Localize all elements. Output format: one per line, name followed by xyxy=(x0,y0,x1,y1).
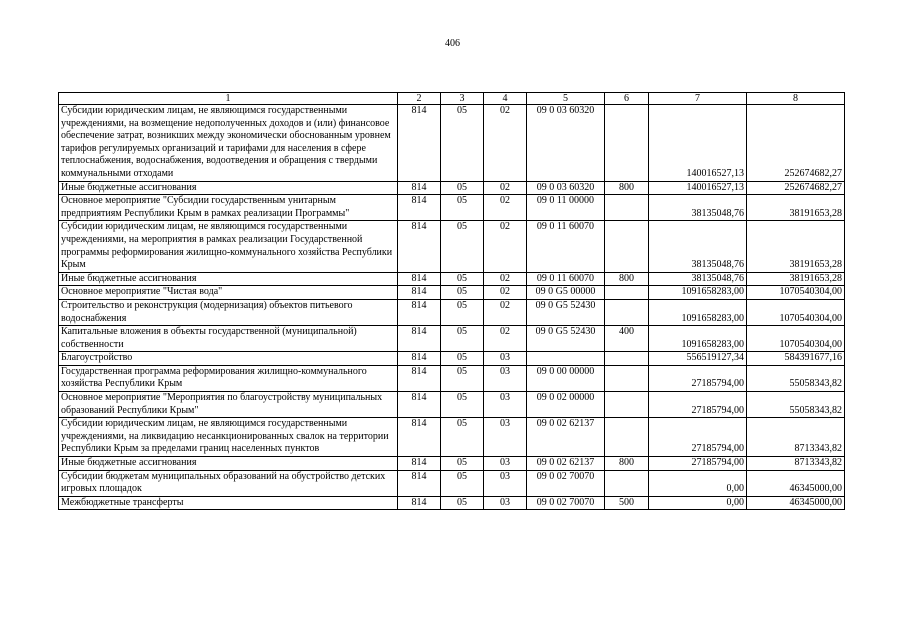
header-cell: 2 xyxy=(398,93,441,105)
table-row xyxy=(59,496,845,510)
table-row xyxy=(59,457,845,471)
target-article-cell: 09 0 02 70070 xyxy=(527,496,605,510)
target-article-cell: 09 0 00 00000 xyxy=(527,365,605,391)
amount-col8-cell: 252674682,27 xyxy=(747,181,845,195)
header-cell: 7 xyxy=(649,93,747,105)
amount-col8-cell: 55058343,82 xyxy=(747,365,845,391)
subsection-cell: 03 xyxy=(484,352,527,366)
code-cell: 814 xyxy=(398,418,441,457)
code-cell: 814 xyxy=(398,326,441,352)
row-name-cell: Субсидии юридическим лицам, не являющимся государственными учреждениями, на мероприятия в рамках реализации Государственной программы реформирования жилищно-коммунального хозяйства Республики Крым xyxy=(59,221,398,272)
target-article-cell: 09 0 11 60070 xyxy=(527,272,605,286)
amount-col8-cell: 8713343,82 xyxy=(747,457,845,471)
expense-type-cell xyxy=(605,418,649,457)
amount-col8-cell: 46345000,00 xyxy=(747,470,845,496)
code-cell: 814 xyxy=(398,470,441,496)
row-name-cell: Субсидии бюджетам муниципальных образований на обустройство детских игровых площадок xyxy=(59,470,398,496)
row-name-cell: Субсидии юридическим лицам, не являющимся государственными учреждениями, на возмещение недополученных доходов и (или) финансовое обеспечение затрат, возникших между экономически обоснованным уровнем тарифов регулируемых организаций и тарифами для населения в сфере теплоснабжения, водоснабжения, водоотведения и обращения с твердыми коммунальными отходами xyxy=(59,105,398,182)
page-number: 406 xyxy=(445,38,460,49)
section-cell: 05 xyxy=(441,272,484,286)
header-cell: 5 xyxy=(527,93,605,105)
target-article-cell: 09 0 02 70070 xyxy=(527,470,605,496)
header-cell: 6 xyxy=(605,93,649,105)
section-cell: 05 xyxy=(441,105,484,182)
table-row xyxy=(59,392,845,418)
row-name-cell: Иные бюджетные ассигнования xyxy=(59,181,398,195)
amount-col8-cell: 1070540304,00 xyxy=(747,286,845,300)
expense-type-cell xyxy=(605,286,649,300)
target-article-cell: 09 0 11 60070 xyxy=(527,221,605,272)
target-article-cell xyxy=(527,352,605,366)
code-cell: 814 xyxy=(398,457,441,471)
expense-type-cell: 500 xyxy=(605,496,649,510)
section-cell: 05 xyxy=(441,418,484,457)
target-article-cell: 09 0 G5 52430 xyxy=(527,299,605,325)
section-cell: 05 xyxy=(441,496,484,510)
code-cell: 814 xyxy=(398,352,441,366)
amount-col7-cell: 38135048,76 xyxy=(649,272,747,286)
amount-col7-cell: 0,00 xyxy=(649,470,747,496)
section-cell: 05 xyxy=(441,470,484,496)
amount-col7-cell: 140016527,13 xyxy=(649,105,747,182)
table-row xyxy=(59,195,845,221)
target-article-cell: 09 0 02 62137 xyxy=(527,418,605,457)
table-header-row xyxy=(59,93,845,105)
budget-table xyxy=(58,92,845,510)
amount-col7-cell: 556519127,34 xyxy=(649,352,747,366)
target-article-cell: 09 0 03 60320 xyxy=(527,181,605,195)
code-cell: 814 xyxy=(398,392,441,418)
subsection-cell: 02 xyxy=(484,299,527,325)
section-cell: 05 xyxy=(441,299,484,325)
subsection-cell: 02 xyxy=(484,221,527,272)
code-cell: 814 xyxy=(398,181,441,195)
amount-col8-cell: 38191653,28 xyxy=(747,221,845,272)
section-cell: 05 xyxy=(441,352,484,366)
section-cell: 05 xyxy=(441,286,484,300)
table-row xyxy=(59,221,845,272)
subsection-cell: 02 xyxy=(484,105,527,182)
table-row xyxy=(59,418,845,457)
target-article-cell: 09 0 G5 52430 xyxy=(527,326,605,352)
row-name-cell: Капитальные вложения в объекты государственной (муниципальной) собственности xyxy=(59,326,398,352)
expense-type-cell xyxy=(605,365,649,391)
section-cell: 05 xyxy=(441,181,484,195)
expense-type-cell xyxy=(605,470,649,496)
section-cell: 05 xyxy=(441,392,484,418)
amount-col8-cell: 46345000,00 xyxy=(747,496,845,510)
section-cell: 05 xyxy=(441,221,484,272)
amount-col7-cell: 27185794,00 xyxy=(649,365,747,391)
amount-col7-cell: 38135048,76 xyxy=(649,195,747,221)
code-cell: 814 xyxy=(398,272,441,286)
row-name-cell: Строительство и реконструкция (модернизация) объектов питьевого водоснабжения xyxy=(59,299,398,325)
table-row xyxy=(59,272,845,286)
subsection-cell: 03 xyxy=(484,418,527,457)
header-cell: 1 xyxy=(59,93,398,105)
amount-col8-cell: 55058343,82 xyxy=(747,392,845,418)
expense-type-cell xyxy=(605,221,649,272)
subsection-cell: 03 xyxy=(484,392,527,418)
expense-type-cell: 800 xyxy=(605,272,649,286)
row-name-cell: Основное мероприятие "Мероприятия по благоустройству муниципальных образований Республики Крым" xyxy=(59,392,398,418)
code-cell: 814 xyxy=(398,286,441,300)
expense-type-cell: 800 xyxy=(605,457,649,471)
expense-type-cell xyxy=(605,105,649,182)
expense-type-cell: 800 xyxy=(605,181,649,195)
target-article-cell: 09 0 02 62137 xyxy=(527,457,605,471)
subsection-cell: 03 xyxy=(484,365,527,391)
code-cell: 814 xyxy=(398,221,441,272)
table-row xyxy=(59,470,845,496)
amount-col7-cell: 0,00 xyxy=(649,496,747,510)
amount-col7-cell: 27185794,00 xyxy=(649,457,747,471)
amount-col7-cell: 27185794,00 xyxy=(649,418,747,457)
header-cell: 8 xyxy=(747,93,845,105)
amount-col7-cell: 1091658283,00 xyxy=(649,326,747,352)
table-row xyxy=(59,326,845,352)
amount-col8-cell: 252674682,27 xyxy=(747,105,845,182)
amount-col7-cell: 1091658283,00 xyxy=(649,299,747,325)
subsection-cell: 02 xyxy=(484,286,527,300)
subsection-cell: 02 xyxy=(484,326,527,352)
amount-col7-cell: 27185794,00 xyxy=(649,392,747,418)
row-name-cell: Основное мероприятие "Субсидии государственным унитарным предприятиям Республики Крым в рамках реализации Программы" xyxy=(59,195,398,221)
subsection-cell: 03 xyxy=(484,496,527,510)
row-name-cell: Субсидии юридическим лицам, не являющимся государственными учреждениями, на ликвидацию несанкционированных свалок на территории Республики Крым за пределами границ населенных пунктов xyxy=(59,418,398,457)
amount-col8-cell: 1070540304,00 xyxy=(747,326,845,352)
table-row xyxy=(59,181,845,195)
target-article-cell: 09 0 03 60320 xyxy=(527,105,605,182)
subsection-cell: 02 xyxy=(484,195,527,221)
header-cell: 3 xyxy=(441,93,484,105)
row-name-cell: Благоустройство xyxy=(59,352,398,366)
amount-col8-cell: 584391677,16 xyxy=(747,352,845,366)
amount-col7-cell: 38135048,76 xyxy=(649,221,747,272)
table-row xyxy=(59,105,845,182)
target-article-cell: 09 0 G5 00000 xyxy=(527,286,605,300)
amount-col8-cell: 8713343,82 xyxy=(747,418,845,457)
table-row xyxy=(59,299,845,325)
expense-type-cell xyxy=(605,392,649,418)
table-row xyxy=(59,286,845,300)
subsection-cell: 03 xyxy=(484,457,527,471)
section-cell: 05 xyxy=(441,365,484,391)
amount-col7-cell: 140016527,13 xyxy=(649,181,747,195)
expense-type-cell xyxy=(605,352,649,366)
amount-col7-cell: 1091658283,00 xyxy=(649,286,747,300)
code-cell: 814 xyxy=(398,299,441,325)
code-cell: 814 xyxy=(398,365,441,391)
row-name-cell: Иные бюджетные ассигнования xyxy=(59,457,398,471)
code-cell: 814 xyxy=(398,195,441,221)
row-name-cell: Государственная программа реформирования жилищно-коммунального хозяйства Республики Крым xyxy=(59,365,398,391)
target-article-cell: 09 0 11 00000 xyxy=(527,195,605,221)
target-article-cell: 09 0 02 00000 xyxy=(527,392,605,418)
header-cell: 4 xyxy=(484,93,527,105)
code-cell: 814 xyxy=(398,496,441,510)
expense-type-cell xyxy=(605,299,649,325)
section-cell: 05 xyxy=(441,457,484,471)
section-cell: 05 xyxy=(441,326,484,352)
expense-type-cell xyxy=(605,195,649,221)
subsection-cell: 03 xyxy=(484,470,527,496)
row-name-cell: Межбюджетные трансферты xyxy=(59,496,398,510)
table-row xyxy=(59,352,845,366)
expense-type-cell: 400 xyxy=(605,326,649,352)
subsection-cell: 02 xyxy=(484,181,527,195)
table-row xyxy=(59,365,845,391)
row-name-cell: Иные бюджетные ассигнования xyxy=(59,272,398,286)
section-cell: 05 xyxy=(441,195,484,221)
subsection-cell: 02 xyxy=(484,272,527,286)
amount-col8-cell: 38191653,28 xyxy=(747,195,845,221)
amount-col8-cell: 38191653,28 xyxy=(747,272,845,286)
row-name-cell: Основное мероприятие "Чистая вода" xyxy=(59,286,398,300)
amount-col8-cell: 1070540304,00 xyxy=(747,299,845,325)
code-cell: 814 xyxy=(398,105,441,182)
